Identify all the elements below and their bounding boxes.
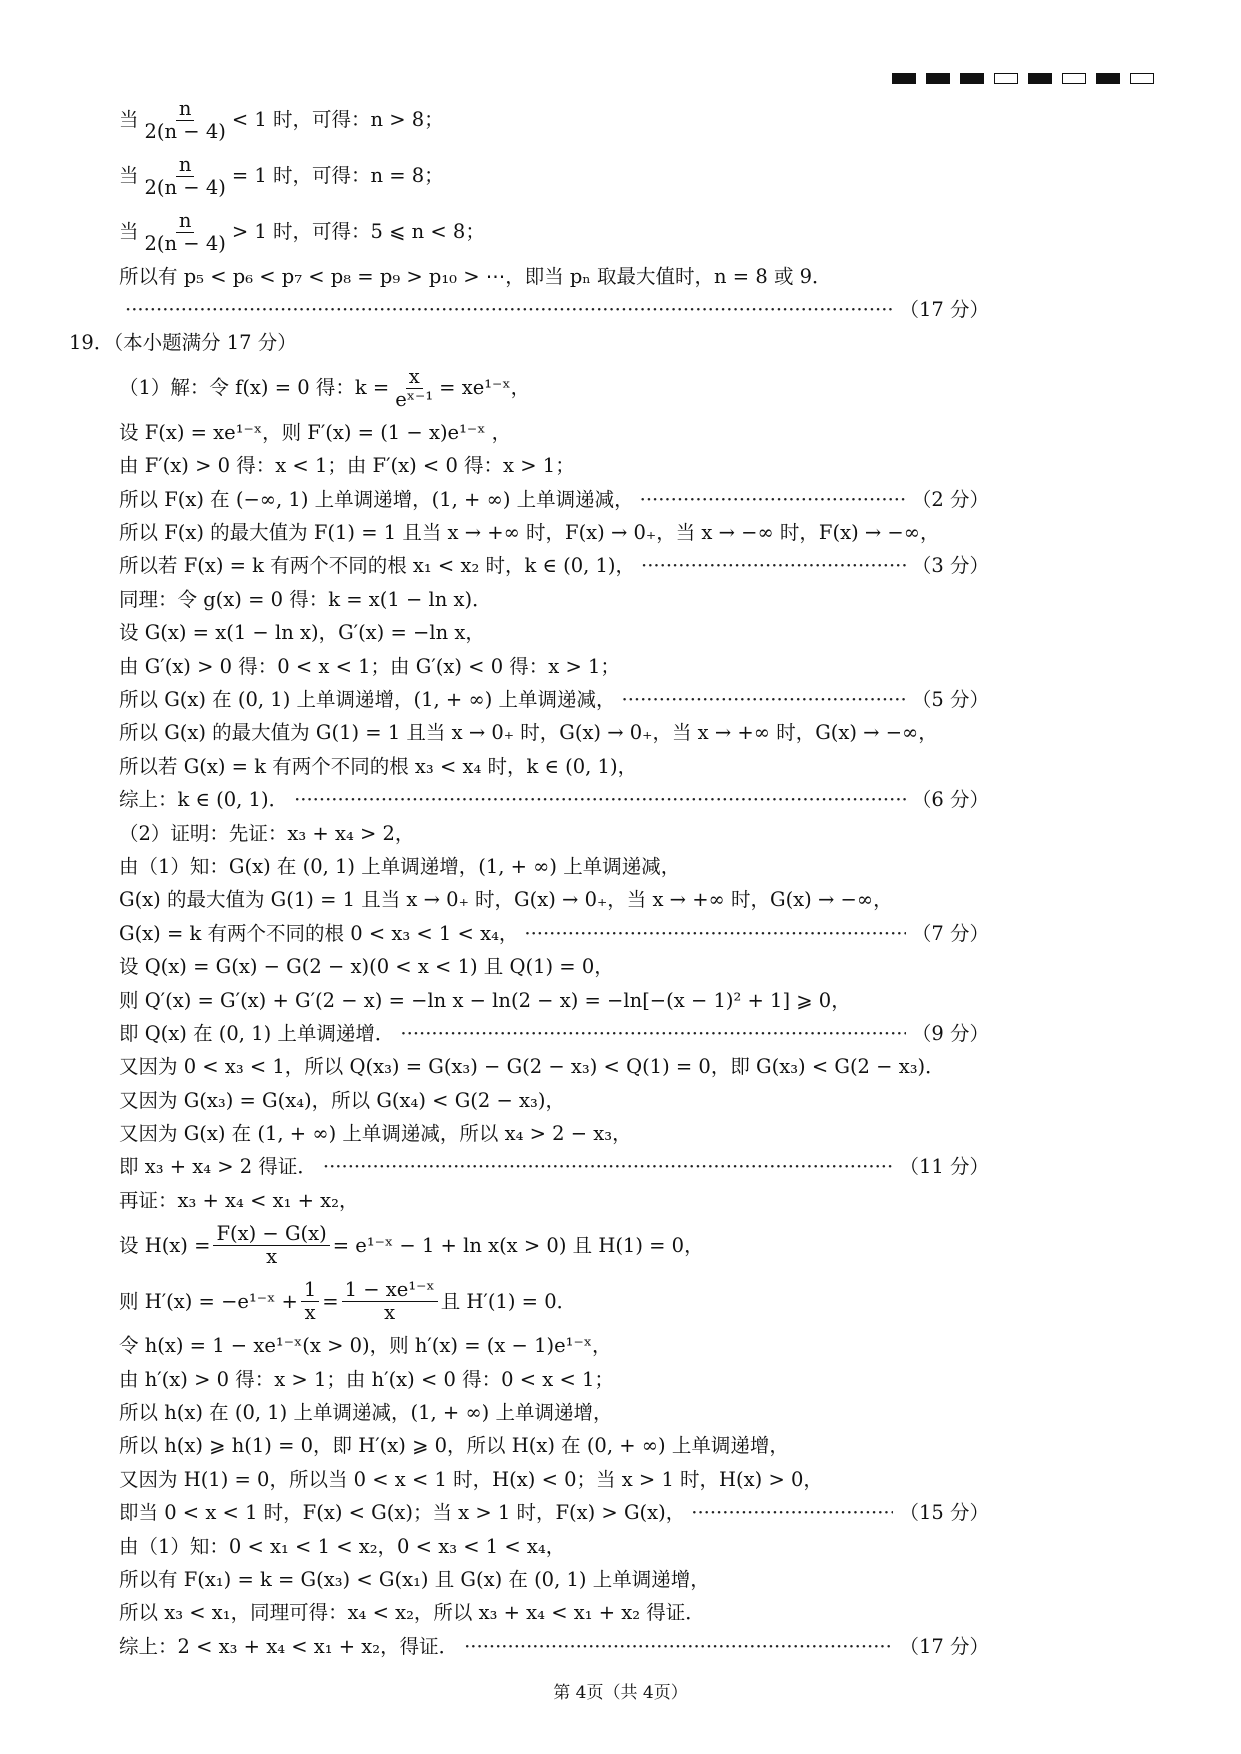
score-label: （11 分） [899, 1155, 989, 1179]
line-text: > 1 时，可得：5 ⩽ n < 8； [231, 220, 485, 243]
math-line [119, 1274, 989, 1330]
line-text: 所以 x₃ < x₁，同理可得：x₄ < x₂，所以 x₃ + x₄ < x₁ + x₂ 得证． [119, 1601, 705, 1625]
fraction-denominator: 2(n − 4) [144, 231, 226, 255]
dotted-leader [691, 1500, 893, 1526]
text-line [119, 1563, 989, 1596]
line-text: 即 x₃ + x₄ > 2 得证． [119, 1155, 317, 1179]
fraction-denominator: eˣ⁻¹ [395, 387, 434, 411]
header-mark [926, 73, 950, 84]
fraction-denominator: 2(n − 4) [144, 175, 226, 199]
page-footer: 第 4页（共 4页） [553, 1683, 688, 1703]
solution-content [69, 92, 989, 1663]
line-text: 所以若 G(x) = k 有两个不同的根 x₃ < x₄ 时，k ∈ (0, 1)， [119, 754, 638, 778]
dotted-leader [400, 1021, 905, 1047]
fraction [301, 1279, 319, 1324]
fraction [142, 210, 229, 255]
text-line [119, 1363, 989, 1396]
line-text: 再证：x₃ + x₄ < x₁ + x₂， [119, 1188, 359, 1212]
line-text: 又因为 G(x) 在 (1, + ∞) 上单调递减，所以 x₄ > 2 − x₃， [119, 1122, 632, 1146]
math-line [119, 1218, 989, 1274]
line-text: 当 [119, 220, 139, 243]
line-text: 则 Q′(x) = G′(x) + G′(2 − x) = −ln x − ln(2 − x) = −ln[−(x − 1)² + 1] ⩾ 0， [119, 988, 851, 1012]
fraction-numerator: x [406, 366, 423, 389]
line-text: 由 G′(x) > 0 得：0 < x < 1；由 G′(x) < 0 得：x > 1； [119, 654, 620, 678]
line-text: G(x) = k 有两个不同的根 0 < x₃ < 1 < x₄， [119, 921, 519, 945]
text-line [119, 717, 989, 750]
line-text: 由（1）知：G(x) 在 (0, 1) 上单调递增，(1, + ∞) 上单调递减， [119, 854, 681, 878]
fraction [142, 154, 229, 199]
line-text: 由 h′(x) > 0 得：x > 1；由 h′(x) < 0 得：0 < x < 1； [119, 1367, 614, 1391]
text-line [119, 1084, 989, 1117]
question-title: 19．（本小题满分 17 分） [69, 331, 297, 355]
line-text: 且 H′(1) = 0． [440, 1289, 577, 1313]
score-label: （2 分） [911, 487, 989, 511]
line-text: 所以有 p₅ < p₆ < p₇ < p₈ = p₉ > p₁₀ > ⋯，即当 pₙ 取最大值时，n = 8 或 9． [119, 264, 832, 288]
fraction-numerator: 1 − xe¹⁻ˣ [342, 1279, 438, 1302]
text-line [119, 1430, 989, 1463]
text-line [119, 450, 989, 483]
line-text: 又因为 0 < x₃ < 1，所以 Q(x₃) = G(x₃) − G(2 − x₃) < Q(1) = 0，即 G(x₃) < G(2 − x₃)． [119, 1055, 945, 1079]
line-text: （1）解：令 f(x) = 0 得：k = [119, 376, 390, 400]
text-line [119, 516, 989, 549]
line-text: 设 H(x) = [119, 1233, 211, 1257]
text-line [119, 1184, 989, 1217]
text-line [119, 1330, 989, 1363]
dotted-leader [464, 1634, 893, 1660]
score-label: （6 分） [911, 788, 989, 812]
dotted-leader [294, 787, 906, 813]
text-line [119, 950, 989, 983]
fraction-numerator: F(x) − G(x) [213, 1223, 329, 1246]
line-text: 即 Q(x) 在 (0, 1) 上单调递增． [119, 1021, 395, 1045]
scored-line [119, 483, 989, 516]
fraction-denominator: 2(n − 4) [144, 119, 226, 143]
score-label: （15 分） [899, 1501, 989, 1525]
line-text: 所以 F(x) 在 (−∞, 1) 上单调递增，(1, + ∞) 上单调递减， [119, 487, 634, 511]
line-text: 所以若 F(x) = k 有两个不同的根 x₁ < x₂ 时，k ∈ (0, 1)， [119, 554, 636, 578]
text-line [119, 1597, 989, 1630]
fraction [142, 98, 229, 143]
text-line [119, 1530, 989, 1563]
dotted-leader [524, 921, 906, 947]
header-mark [994, 73, 1018, 84]
text-line [119, 583, 989, 616]
fraction-denominator: x [304, 1301, 316, 1325]
scored-line [119, 1630, 989, 1663]
line-text: 由（1）知：0 < x₁ < 1 < x₂，0 < x₃ < 1 < x₄， [119, 1534, 566, 1558]
fraction-numerator: n [176, 210, 195, 233]
line-text: 令 h(x) = 1 − xe¹⁻ˣ(x > 0)，则 h′(x) = (x − 1)e¹⁻ˣ， [119, 1334, 612, 1358]
text-line [119, 884, 989, 917]
text-line [119, 617, 989, 650]
line-text: G(x) 的最大值为 G(1) = 1 且当 x → 0₊ 时，G(x) → 0₊，当 x → +∞ 时，G(x) → −∞， [119, 888, 893, 912]
fraction-denominator: x [384, 1301, 396, 1325]
line-text: = xe¹⁻ˣ， [439, 376, 531, 400]
fraction-numerator: n [176, 98, 195, 121]
header-mark [960, 73, 984, 84]
text-line [119, 984, 989, 1017]
dotted-leader [125, 297, 893, 323]
header-mark [892, 73, 916, 84]
score-label: （17 分） [899, 298, 989, 322]
header-mark [1062, 73, 1086, 84]
line-text: 设 G(x) = x(1 − ln x)，G′(x) = −ln x， [119, 621, 485, 645]
line-text: = e¹⁻ˣ − 1 + ln x(x > 0) 且 H(1) = 0， [332, 1233, 704, 1257]
scored-line [119, 293, 989, 326]
line-text: 所以 h(x) ⩾ h(1) = 0，即 H′(x) ⩾ 0，所以 H(x) 在 (0, + ∞) 上单调递增， [119, 1434, 789, 1458]
fraction [213, 1223, 329, 1268]
fraction [342, 1279, 438, 1324]
text-line [119, 416, 989, 449]
line-text: 设 F(x) = xe¹⁻ˣ，则 F′(x) = (1 − x)e¹⁻ˣ ， [119, 420, 512, 444]
score-label: （5 分） [911, 687, 989, 711]
line-text: 由 F′(x) > 0 得：x < 1；由 F′(x) < 0 得：x > 1； [119, 454, 575, 478]
line-text: 所以有 F(x₁) = k = G(x₃) < G(x₁) 且 G(x) 在 (0, 1) 上单调递增， [119, 1567, 710, 1591]
line-text: 当 [119, 108, 139, 131]
header-mark [1096, 73, 1120, 84]
line-text: 所以 G(x) 在 (0, 1) 上单调递增，(1, + ∞) 上单调递减， [119, 687, 616, 711]
score-label: （7 分） [911, 921, 989, 945]
text-line [119, 650, 989, 683]
dotted-leader [323, 1154, 894, 1180]
text-line [119, 1051, 989, 1084]
dotted-leader [640, 487, 906, 513]
text-line [119, 260, 989, 293]
scored-line [119, 1497, 989, 1530]
fraction [392, 366, 436, 411]
score-label: （3 分） [911, 554, 989, 578]
score-label: （17 分） [899, 1634, 989, 1658]
math-line [119, 204, 989, 260]
line-text: = 1 时，可得：n = 8； [231, 164, 444, 187]
scored-line [119, 1151, 989, 1184]
line-text: 则 H′(x) = −e¹⁻ˣ + [119, 1289, 298, 1313]
text-line [119, 1463, 989, 1496]
line-text: 同理：令 g(x) = 0 得：k = x(1 − ln x)． [119, 587, 492, 611]
fraction-numerator: 1 [301, 1279, 319, 1302]
header-mark [1130, 73, 1154, 84]
math-line [119, 92, 989, 148]
line-text: 当 [119, 164, 139, 187]
line-text: 综上：k ∈ (0, 1)． [119, 788, 289, 812]
line-text: < 1 时，可得：n > 8； [231, 108, 444, 131]
scored-line [119, 917, 989, 950]
math-line [119, 148, 989, 204]
scored-line [119, 550, 989, 583]
score-label: （9 分） [911, 1021, 989, 1045]
text-line [119, 817, 989, 850]
line-text: 即当 0 < x < 1 时，F(x) < G(x)；当 x > 1 时，F(x) > G(x)， [119, 1501, 686, 1525]
line-text: 所以 F(x) 的最大值为 F(1) = 1 且当 x → +∞ 时，F(x) → 0₊，当 x → −∞ 时，F(x) → −∞， [119, 521, 940, 545]
text-line [119, 850, 989, 883]
text-line [119, 1396, 989, 1429]
header-mark [1028, 73, 1052, 84]
line-text: 设 Q(x) = G(x) − G(2 − x)(0 < x < 1) 且 Q(1) = 0， [119, 955, 614, 979]
fraction-numerator: n [176, 154, 195, 177]
scored-line [119, 683, 989, 716]
line-text: = [322, 1289, 339, 1313]
fraction-denominator: x [266, 1245, 278, 1269]
line-text: 又因为 G(x₃) = G(x₄)，所以 G(x₄) < G(2 − x₃)， [119, 1088, 565, 1112]
text-line [119, 750, 989, 783]
dotted-leader [641, 553, 906, 579]
header-marks [892, 73, 1154, 84]
scored-line [119, 783, 989, 816]
text-line [119, 1117, 989, 1150]
line-text: 又因为 H(1) = 0，所以当 0 < x < 1 时，H(x) < 0；当 x > 1 时，H(x) > 0， [119, 1467, 823, 1491]
line-text: 所以 G(x) 的最大值为 G(1) = 1 且当 x → 0₊ 时，G(x) → 0₊，当 x → +∞ 时，G(x) → −∞， [119, 721, 938, 745]
math-line [119, 360, 989, 416]
question-heading [69, 327, 989, 360]
line-text: （2）证明：先证：x₃ + x₄ > 2， [119, 821, 415, 845]
line-text: 综上：2 < x₃ + x₄ < x₁ + x₂，得证． [119, 1634, 459, 1658]
scored-line [119, 1017, 989, 1050]
dotted-leader [622, 687, 906, 713]
line-text: 所以 h(x) 在 (0, 1) 上单调递减，(1, + ∞) 上单调递增， [119, 1401, 613, 1425]
